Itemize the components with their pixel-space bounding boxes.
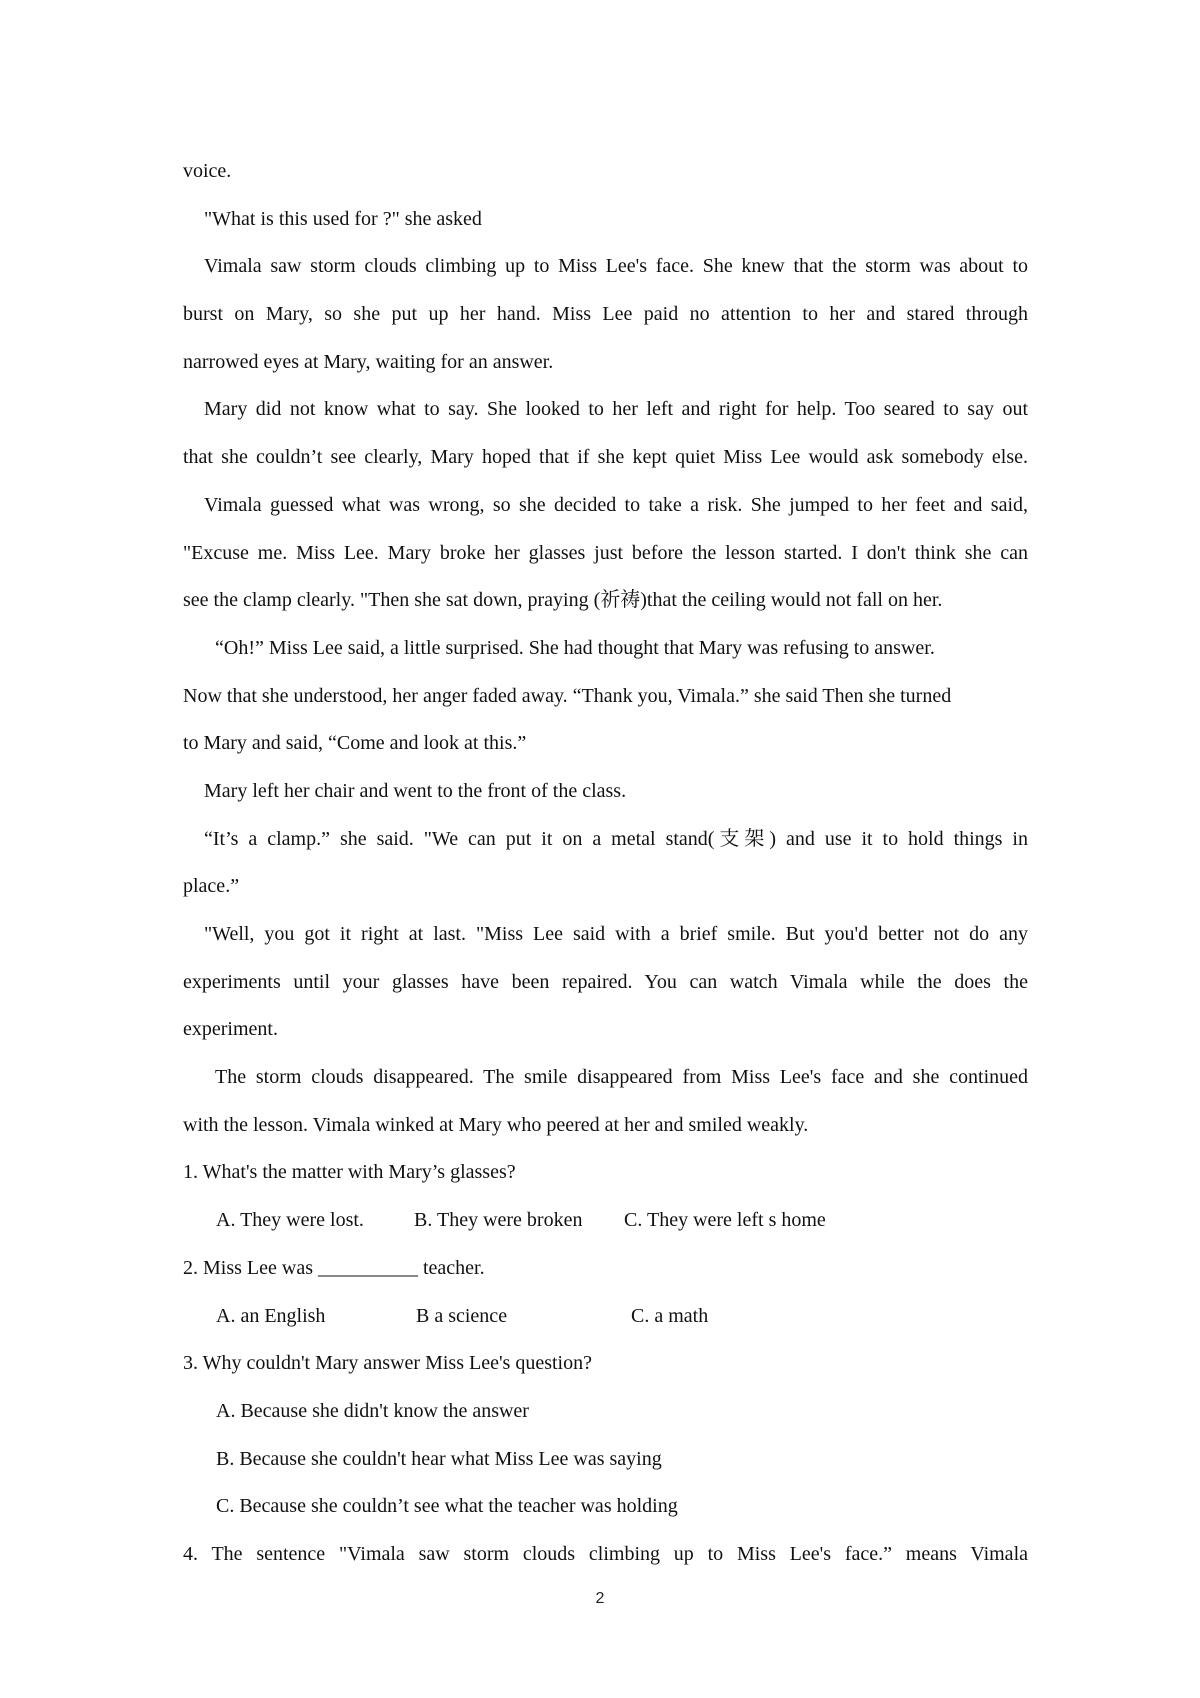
- option-c: C. a math: [631, 1304, 709, 1327]
- text-line: experiments until your glasses have been repaired. You can watch Vimala while the does the: [183, 970, 1028, 993]
- option-c: C. They were left s home: [624, 1209, 826, 1232]
- text-line: burst on Mary, so she put up her hand. Miss Lee paid no attention to her and stared through: [183, 303, 1028, 326]
- page-number: 2: [595, 1590, 605, 1607]
- text-line: "Well, you got it right at last. "Miss Lee said with a brief smile. But you'd better not do any: [204, 923, 1028, 945]
- text-line: to Mary and said, “Come and look at this.”: [183, 732, 527, 755]
- option-b: B. Because she couldn't hear what Miss Lee was saying: [216, 1447, 662, 1470]
- text-line: "Excuse me. Miss Lee. Mary broke her glasses just before the lesson started. I don't think she can: [183, 541, 1028, 564]
- question-3-stem: 3. Why couldn't Mary answer Miss Lee's question?: [183, 1352, 592, 1375]
- text-line: see the clamp clearly. "Then she sat down, praying (祈祷)that the ceiling would not fall on her.: [183, 589, 943, 612]
- text-line: Now that she understood, her anger faded away. “Thank you, Vimala.” she said Then she turned: [183, 684, 952, 707]
- text-line: place.”: [183, 875, 240, 898]
- option-a: A. Because she didn't know the answer: [216, 1399, 529, 1422]
- text-line: The storm clouds disappeared. The smile disappeared from Miss Lee's face and she continued: [215, 1066, 1028, 1089]
- text-line: with the lesson. Vimala winked at Mary who peered at her and smiled weakly.: [183, 1113, 809, 1136]
- option-a: A. They were lost.: [216, 1209, 364, 1232]
- option-b: B. They were broken: [414, 1209, 583, 1232]
- question-4-stem: 4. The sentence "Vimala saw storm clouds climbing up to Miss Lee's face.” means Vimala: [183, 1542, 1028, 1565]
- question-2-stem: 2. Miss Lee was __________ teacher.: [183, 1256, 485, 1279]
- text-line: Vimala saw storm clouds climbing up to Miss Lee's face. She knew that the storm was about to: [204, 255, 1028, 278]
- text-line: "What is this used for ?" she asked: [204, 207, 482, 230]
- question-1-options: [183, 1206, 1028, 1254]
- text-line: Mary left her chair and went to the front of the class.: [204, 779, 627, 802]
- text-line: voice.: [183, 160, 232, 182]
- option-c: C. Because she couldn’t see what the teacher was holding: [216, 1495, 678, 1518]
- text-line: “It’s a clamp.” she said. "We can put it on a metal stand(支架) and use it to hold things in: [204, 827, 1028, 850]
- passage: [183, 157, 1028, 1588]
- question-1-stem: 1. What's the matter with Mary’s glasses?: [183, 1161, 516, 1184]
- question-2-options: [183, 1302, 1028, 1350]
- text-line: narrowed eyes at Mary, waiting for an answer.: [183, 350, 554, 373]
- text-line: Mary did not know what to say. She looked to her left and right for help. Too seared to say out: [204, 398, 1028, 421]
- text-line: Vimala guessed what was wrong, so she decided to take a risk. She jumped to her feet and said,: [204, 493, 1028, 516]
- option-a: A. an English: [216, 1304, 326, 1327]
- text-line: experiment.: [183, 1018, 278, 1041]
- option-b: B a science: [416, 1304, 508, 1327]
- text-line: that she couldn’t see clearly, Mary hoped that if she kept quiet Miss Lee would ask somebody else.: [183, 446, 1028, 469]
- text-line: “Oh!” Miss Lee said, a little surprised. She had thought that Mary was refusing to answer.: [215, 636, 935, 659]
